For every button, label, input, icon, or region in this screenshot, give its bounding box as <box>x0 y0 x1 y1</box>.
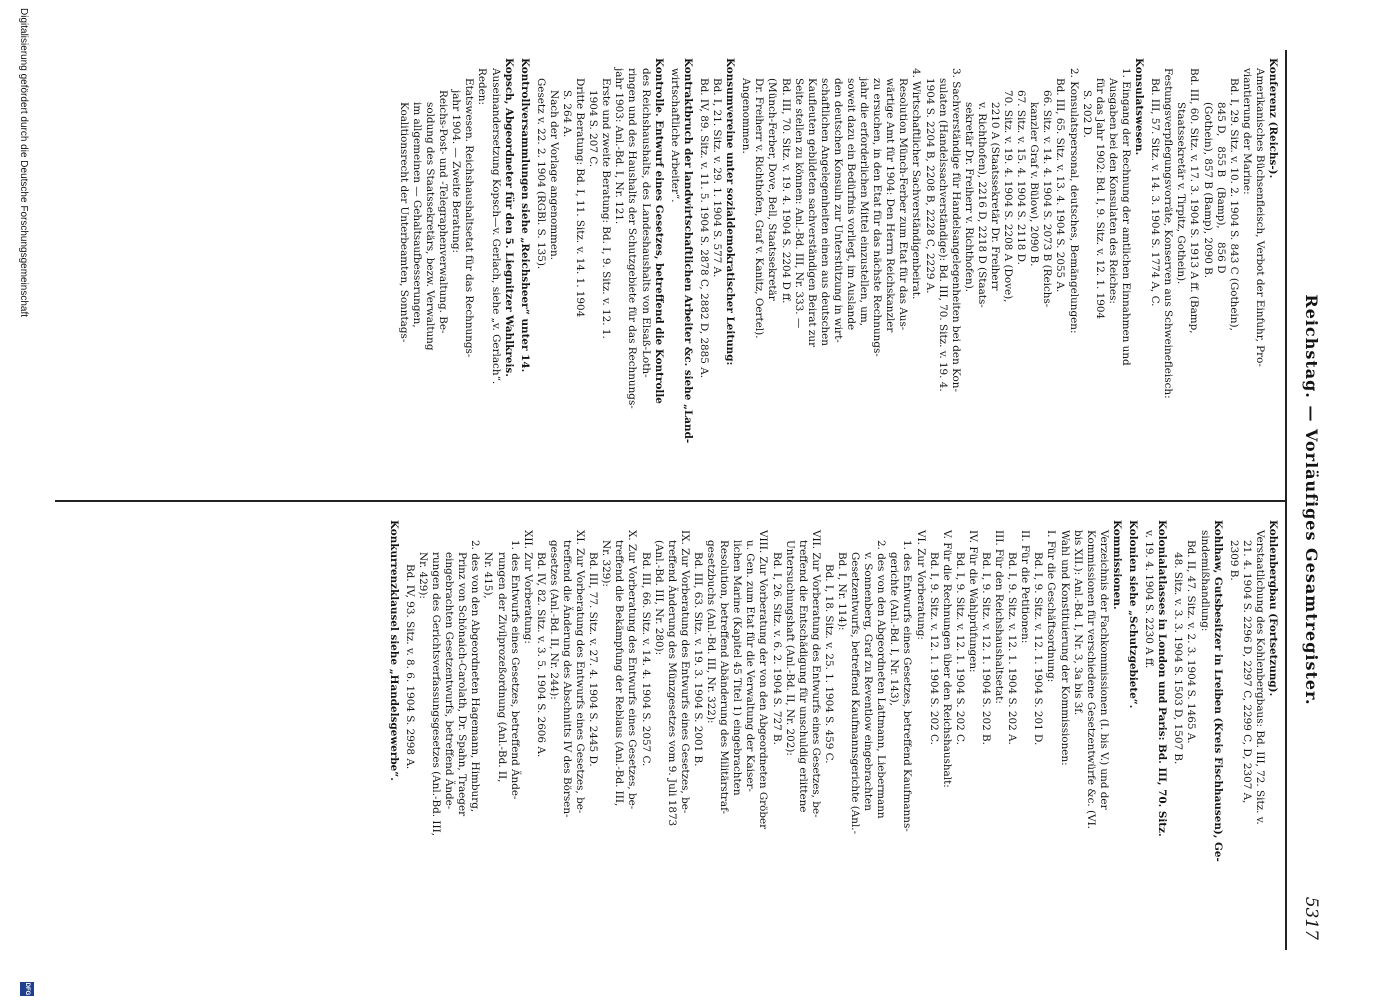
index-entry-line: Bd. II, 47. Sitz. v. 2. 3. 1904 S. 1465 A. <box>1185 540 1198 744</box>
index-entry-line: Amerikanisches Büchsenfleisch, Verbot der Einfuhr, Pro- <box>1253 68 1266 367</box>
index-entry-line: Bd. I, 9. Sitz. v. 12. 1. 1904 S. 201 D. <box>1032 552 1045 746</box>
index-entry-line: v. Richthofen), 2216 D, 2218 D (Staats- <box>975 102 988 308</box>
index-entry-heading: Konkurrenzklausel siehe „Handelsgewerbe“. <box>387 520 400 781</box>
index-entry-heading: Konferenz (Reichs-). <box>1267 58 1279 179</box>
index-entry-line: treffend die Bekämpfung der Reblaus (Anl.-Bd. III, <box>613 540 626 807</box>
index-entry-line: lichen Marine (Kapitel 45 Titel 1) eingebrachten <box>731 540 744 796</box>
index-entry-line: (Münch-Ferber, Dove, Bell, Staatssekretär <box>766 78 779 301</box>
index-entry-line: S. 202 D. <box>1080 90 1093 138</box>
index-entry-heading: Kohlhaw, Gutsbesitzer in Lreiben (Kreis Fischhausen), Ge- <box>1211 520 1224 862</box>
index-entry-line: Nr. 329): <box>600 540 613 587</box>
index-entry-line: (Gothein), 857 B (Bamp), 2090 B. <box>1201 102 1214 279</box>
index-entry-line: Verzeichnis der Fachkommissionen (I. bis V.) und der <box>1097 530 1110 810</box>
index-entry-line: 48. Sitz. v. 3. 3. 1904 S. 1503 D, 1507 B. <box>1172 552 1185 765</box>
index-entry-line: soldung des Staatssekretärs, bezw. Verwaltung <box>424 102 437 351</box>
index-entry-line: treffend die Änderung des Abschnitts IV des Börsen- <box>561 540 574 818</box>
index-entry-line: Bd. III, 66. Sitz. v. 14. 4. 1904 S. 2057 C. <box>639 552 652 767</box>
index-entry-line: 1904 S. 2204 B, 2208 B, 2228 C, 2229 A. <box>923 78 936 294</box>
index-entry-line: Nr. 415), <box>482 552 495 599</box>
index-entry-line: Koalitionsrecht der Unterbeamten, Sonntags- <box>397 102 410 343</box>
index-entry-line: Bd. III, 77. Sitz. v. 27. 4. 1904 S. 2445 D. <box>587 552 600 767</box>
index-entry-line: Resolution Münch-Ferber zum Etat für das Aus- <box>897 78 910 331</box>
index-entry-line: Gesetz v. 22. 2. 1904 (RGBl. S. 135). <box>534 78 547 270</box>
index-entry-line: 2210 A (Staatssekretär Dr. Freiherr <box>989 102 1002 291</box>
index-entry-line: Festungsverpflegungsvorräte, Konserven aus Schweinefleisch: <box>1162 68 1175 399</box>
running-title: Reichstag. — Vorläufiges Gesamtregister. <box>1302 294 1321 706</box>
index-entry-line: 70. Sitz. v. 19. 4. 1904 S. 2208 A (Dove), <box>1002 90 1015 303</box>
index-entry-line: 845 D, 855 B (Bamp), 856 D <box>1214 102 1227 274</box>
index-entry-line: sekretär Dr. Freiherr v. Richthofen). <box>962 102 975 293</box>
index-entry-line: 2. des von den Abgeordneten Lattmann, Liebermann <box>875 540 888 819</box>
index-entry-heading: Konsumvereine unter sozialdemokratischer Leitung: <box>724 58 737 366</box>
index-entry-line: für das Jahr 1902: Bd. I, 9. Sitz. v. 12. 1. 1904 <box>1093 78 1106 320</box>
index-entry-line: Bd. I, 21. Sitz. v. 29. 1. 1904 S. 577 A. <box>711 78 724 278</box>
index-entry-line: Bd. III, 63. Sitz. v. 19. 3. 1904 S. 2001 B. <box>691 552 704 767</box>
index-entry-line: Bd. IV, 89. Sitz. v. 11. 5. 1904 S. 2878 C, 2882 D, 2885 A. <box>697 78 710 378</box>
index-entry-line: soweit dazu ein Bedürfnis vorliegt, im Auslande <box>845 78 857 331</box>
index-entry-line: gerichte (Anl.-Bd. I, Nr. 143), <box>888 552 901 706</box>
page-header <box>1291 60 1321 940</box>
index-entry-heading: Kolonien siehe „Schutzgebiete“. <box>1127 520 1140 709</box>
index-entry-line: Ausgaben bei den Konsulaten des Reiches: <box>1106 78 1119 304</box>
index-entry-line: rungen des Gerichtsverfassungsgesetzes (Anl.-Bd. III, <box>430 552 443 837</box>
index-entry-line: 3. Sachverständige für Handelsangelegenheiten bei den Kon- <box>949 68 962 393</box>
index-entry-line: Wahl und Konstituierung der Kommissionen: <box>1058 530 1071 766</box>
index-entry-line: Bd. I, 29. Sitz. v. 10. 2. 1904 S. 843 C (Gothein), <box>1227 78 1240 331</box>
index-entry-line: Prinz von Schönaich-Carolath, Dr. Spahn, Traeger <box>456 552 469 817</box>
index-entry-line: Nr. 429): <box>417 552 429 599</box>
index-entry-line: treffend Änderung des Münzgesetzes vom 9. Juli 1873 <box>665 540 678 827</box>
index-entry-line: Auseinandersetzung Kopsch—v. Gerlach, siehe „v. Gerlach“. <box>489 68 502 385</box>
index-entry-line: IV. Für die Wahlprüfungen: <box>966 530 979 673</box>
index-entry-line: ringen und des Haushalts der Schutzgebiete für das Rechnungs- <box>626 68 639 409</box>
index-entry-line: sulaten (Handelssachverständige): Bd. III, 70. Sitz. v. 19. 4. <box>936 78 949 392</box>
index-entry-line: zu ersuchen, in den Etat für das nächste Rechnungs- <box>871 78 884 357</box>
dfg-logo: DFG <box>20 982 34 996</box>
index-entry-line: Resolution, betreffend Abänderung des Militärstraf- <box>718 540 731 815</box>
index-entry-line: 21. 4. 1904 S. 2296 D, 2297 C, 2299 C, D, 2307 A, <box>1240 540 1253 804</box>
index-entry-line: Staatssekretär v. Tirpitz, Gothein). <box>1175 102 1188 285</box>
index-entry-line: Etatswesen. Reichshaushaltsetat für das Rechnungs- <box>463 78 476 358</box>
index-entry-line: IX. Zur Vorberatung des Entwurfs eines Gesetzes, be- <box>678 530 691 814</box>
index-entry-line: gesetzes (Anl.-Bd. II, Nr. 244): <box>547 540 560 700</box>
index-entry-line: wärtige Amt für 1904: Den Herrn Reichskanzler <box>884 78 897 333</box>
index-entry-line: eingebrachten Gesetzentwurfs, betreffend Ände- <box>443 552 456 810</box>
index-entry-line: Bd. I, 9. Sitz. v. 12. 1. 1904 S. 202 C. <box>927 552 940 745</box>
index-entry-line: Bd. IV, 93. Sitz. v. 8. 6. 1904 S. 2998 A. <box>403 564 416 770</box>
index-entry-line: Kommissionen für verschiedene Gesetzentwürfe &c. (VI. <box>1084 530 1097 829</box>
index-entry-line: Bd. IV, 82. Sitz. v. 3. 5. 1904 S. 2606 A. <box>534 552 547 758</box>
index-entry-line: Nach der Vorlage angenommen. <box>547 90 560 261</box>
index-entry-line: kanzler Graf v. Bülow), 2090 B. <box>1028 102 1041 267</box>
index-entry-line: Bd. III, 57. Sitz. v. 14. 3. 1904 S. 1774 A, C. <box>1149 78 1162 307</box>
index-entry-line: viantierung der Marine: <box>1240 68 1253 195</box>
digitization-footer <box>13 0 43 1000</box>
index-entry-line: Bd. I, 9. Sitz. v. 12. 1. 1904 S. 202 B. <box>980 552 993 745</box>
index-entry-line: Bd. I, 9. Sitz. v. 12. 1. 1904 S. 202 C. <box>953 552 966 745</box>
column-divider <box>55 500 1285 502</box>
index-entry-heading: Kontrolle. Entwurf eines Gesetzes, betreffend die Kontrolle <box>652 58 665 404</box>
left-column <box>49 58 1279 488</box>
entry-gap <box>1224 520 1227 950</box>
index-entry-line: Untersuchungshaft (Anl.-Bd. II, Nr. 202): <box>783 540 796 756</box>
index-entry-line: Bd. I, 18. Sitz. v. 25. 1. 1904 S. 459 C. <box>822 564 835 764</box>
index-entry-line: gesetzbuchs (Anl.-Bd. III, Nr. 322): <box>705 540 718 724</box>
index-entry-line: 1. des Entwurfs eines Gesetzes, betreffend Ände- <box>508 540 521 800</box>
index-entry-line: v. 19. 4. 1904 S. 2230 A ff. <box>1143 530 1156 669</box>
index-entry-line: VI. Zur Vorberatung: <box>914 530 927 640</box>
index-entry-line: Bd. I, Nr. 114): <box>836 552 848 631</box>
footer-credit: Digitalisierung gefördert durch die Deutsche Forschungsgemeinschaft <box>18 8 29 318</box>
index-entry-line: Reichs-Post- und -Telegraphenverwaltung. Be- <box>437 90 450 334</box>
header-rule <box>1285 50 1287 950</box>
index-entry-line: 2. des von den Abgeordneten Hagemann, Himburg, <box>469 540 482 813</box>
index-entry-line: Gesetzentwurfs, betreffend Kaufmannsgerichte (Anl.- <box>849 552 862 835</box>
index-entry-line: V. Für die Rechnungen über den Reichshaushalt: <box>940 530 953 788</box>
index-entry-line: III. Für den Reichshaushaltsetat: <box>993 530 1006 704</box>
index-entry-line: Dr. Freiherr v. Richthofen, Graf v. Kanitz, Oertel). <box>753 78 766 339</box>
index-entry-line: jahr 1904. — Zweite Beratung: <box>450 90 463 253</box>
index-entry-heading: Kommissionen. <box>1110 520 1123 610</box>
index-entry-line: Seite stellen zu können: Anl.-Bd. III, Nr. 333. — <box>792 78 805 329</box>
index-entry-line: wirtschaftliche Arbeiter“. <box>668 68 681 203</box>
index-entry-line: 1. des Entwurfs eines Gesetzes, betreffend Kaufmanns- <box>901 540 914 832</box>
index-entry-line: 67. Sitz. v. 15. 4. 1904 S. 2118 D. <box>1015 90 1028 265</box>
index-entry-line: bis XII.): Anl.-Bd. I, Nr. 3, 3a bis 3f. <box>1071 530 1084 716</box>
index-entry-line: II. Für die Petitionen: <box>1019 530 1032 644</box>
index-entry-line: 2. Konsulatspersonal, deutsches, Bemängelungen: <box>1067 68 1080 334</box>
right-column <box>49 520 1279 950</box>
index-entry-line: rungen der Zivilprozeßordnung (Anl.-Bd. II, <box>495 552 508 783</box>
index-entry-line: v. Sonnenberg, Graf zu Reventlow eingebrachten <box>862 552 875 811</box>
index-entry-line: X. Zur Vorberatung des Entwurfs eines Gesetzes, be- <box>626 530 639 810</box>
index-entry-line: 1. Eingang der Rechnung der amtlichen Einnahmen und <box>1119 68 1132 366</box>
index-entry-line: Bd. I, 26. Sitz. v. 6. 2. 1904 S. 727 B. <box>770 552 783 745</box>
index-entry-line: VIII. Zur Vorberatung der von den Abgeordneten Gröber <box>757 530 770 830</box>
page-number: 5317 <box>1301 896 1321 940</box>
index-entry-line: Verstaatlichung des Kohlenbergbaus: Bd. III, 72. Sitz. v. <box>1253 530 1266 825</box>
index-entry-line: Reden: <box>476 68 489 105</box>
index-entry-heading: Kontraktbruch der landwirtschaftlichen Arbeiter &c. siehe „Land- <box>681 58 694 444</box>
index-entry-line: jahr die erforderlichen Mittel einzustellen, um, <box>858 78 871 327</box>
index-entry-heading: Kopsch, Abgeordneter für den 5. Liegnitzer Wahlkreis. <box>502 58 515 377</box>
index-entry-line: XI. Zur Vorberatung des Entwurfs eines Gesetzes, be- <box>574 530 587 814</box>
index-entry-line: Angenommen. <box>740 78 753 154</box>
index-entry-line: (Anl.-Bd. III, Nr. 280): <box>652 540 665 656</box>
index-entry-heading: Kontrollversammlungen siehe „Reichsheer“ unter 14. <box>518 58 531 373</box>
index-entry-line: im allgemeinen — Gehaltsaufbesserungen, <box>411 102 423 328</box>
index-entry-line: I. Für die Geschäftsordnung: <box>1045 530 1058 683</box>
index-entry-line: Kaufleuten gebildeten sachverständigen Beirat zur <box>805 78 818 348</box>
index-entry-line: VII. Zur Vorberatung des Entwurfs eines Gesetzes, be- <box>809 530 822 818</box>
index-entry-line: 2309 B. <box>1227 540 1240 581</box>
index-entry-line: S. 264 A. <box>561 90 574 138</box>
index-entry-line: treffend die Entschädigung für unschuldig erlittene <box>796 540 809 813</box>
index-entry-line: Bd. III, 60. Sitz. v. 17. 3. 1904 S. 1913 A ff. (Bamp, <box>1188 68 1201 334</box>
index-entry-line: Dritte Beratung: Bd. I, 11. Sitz. v. 14. 1. 1904 <box>574 78 587 318</box>
index-entry-line: 1904 S. 207 C. <box>587 90 600 168</box>
index-entry-line: den deutschen Konsuln zur Unterstützung in wirt- <box>831 78 844 343</box>
index-entry-heading: Kohlenbergbau (Fortsetzung). <box>1267 520 1279 697</box>
index-entry-line: Bd. I, 9. Sitz. v. 12. 1. 1904 S. 202 A. <box>1006 552 1019 745</box>
index-entry-line: 66. Sitz. v. 14. 4. 1904 S. 2073 B (Reichs- <box>1041 90 1054 308</box>
index-entry-heading: Kolonialatlasses in London und Paris: Bd. III, 70. Sitz. <box>1156 520 1169 837</box>
index-entry-line: sindemißhandlung: <box>1198 530 1211 632</box>
index-entry-heading: Konsulatswesen. <box>1133 58 1146 156</box>
index-entry-line: Bd. III, 70. Sitz. v. 19. 4. 1904 S. 2204 D ff. <box>779 78 792 304</box>
index-entry-line: XII. Zur Vorberatung: <box>521 530 534 644</box>
index-entry-line: des Reichshaushalts, des Landeshaushalts von Elsaß-Loth- <box>639 68 652 378</box>
index-entry-line: u. Gen. zum Etat für die Verwaltung der Kaiser- <box>744 540 757 792</box>
index-entry-line: 4. Wirtschaftlicher Sachverständigenbeirat. <box>910 68 923 300</box>
index-entry-line: jahr 1903: Anl.-Bd. I, Nr. 121. <box>613 68 626 225</box>
index-entry-line: schaftlichen Angelegenheiten einen aus deutschen <box>818 78 831 346</box>
index-entry-line: Erste und zweite Beratung: Bd. I, 9. Sitz. v. 12. 1. <box>600 78 613 339</box>
index-entry-line: Bd. III, 65. Sitz. v. 13. 4. 1904 S. 2055 A. <box>1054 78 1067 293</box>
